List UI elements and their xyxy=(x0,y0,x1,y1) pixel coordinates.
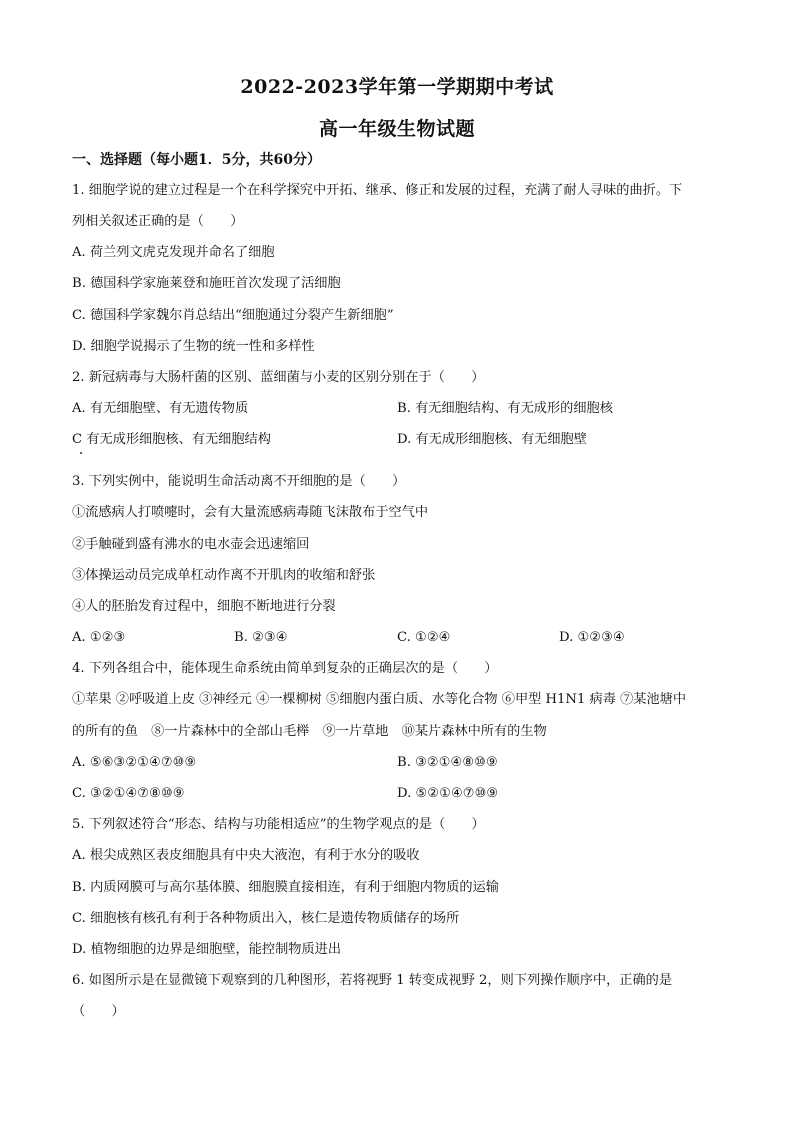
question-4-option-b: B. ③②①④⑧⑩⑨ xyxy=(397,755,498,770)
question-5-option-c: C. 细胞核有核孔有利于各种物质出入，核仁是遗传物质储存的场所 xyxy=(72,911,460,926)
question-4-items-line-2: 的所有的鱼 ⑧一片森林中的全部山毛榉 ⑨一片草地 ⑩某片森林中所有的生物 xyxy=(72,724,547,739)
question-4-option-d: D. ⑤②①④⑦⑩⑨ xyxy=(397,786,499,801)
question-2-option-a: A. 有无细胞壁、有无遗传物质 xyxy=(72,401,249,416)
section-heading: 一、选择题（每小题1．5分，共60分） xyxy=(72,152,321,168)
question-3-option-a: A. ①②③ xyxy=(72,630,126,645)
question-3-option-d: D. ①②③④ xyxy=(559,630,625,645)
question-3-option-c: C. ①②④ xyxy=(397,630,451,645)
question-3-item-4: ④人的胚胎发育过程中，细胞不断地进行分裂 xyxy=(72,599,336,614)
question-1-option-a: A. 荷兰列文虎克发现并命名了细胞 xyxy=(72,245,275,260)
question-4-stem: 4. 下列各组合中，能体现生命系统由简单到复杂的正确层次的是（ ） xyxy=(72,661,498,676)
question-5-option-d: D. 植物细胞的边界是细胞壁，能控制物质进出 xyxy=(72,942,342,957)
question-3-item-2: ②手触碰到盛有沸水的电水壶会迅速缩回 xyxy=(72,537,310,552)
question-2-option-c: C 有无成形细胞核、有无细胞结构 xyxy=(72,432,271,447)
question-1-stem-line-2: 列相关叙述正确的是（ ） xyxy=(72,214,244,229)
question-6-stem-line-1: 6. 如图所示是在显微镜下观察到的几种图形，若将视野 1 转变成视野 2，则下列操作顺序中，正确的是 xyxy=(72,973,673,988)
question-4-option-c: C. ③②①④⑦⑧⑩⑨ xyxy=(72,786,185,801)
question-3-stem: 3. 下列实例中，能说明生命活动离不开细胞的是（ ） xyxy=(72,474,406,489)
question-1-stem-line-1: 1. 细胞学说的建立过程是一个在科学探究中开拓、继承、修正和发展的过程，充满了耐人寻味的曲折。下 xyxy=(72,183,683,198)
question-5-option-b: B. 内质网膜可与高尔基体膜、细胞膜直接相连，有利于细胞内物质的运输 xyxy=(72,880,499,895)
question-5-stem: 5. 下列叙述符合“形态、结构与功能相适应”的生物学观点的是（ ） xyxy=(72,817,485,832)
question-3-item-3: ③体操运动员完成单杠动作离不开肌肉的收缩和舒张 xyxy=(72,568,376,583)
question-2-stem: 2. 新冠病毒与大肠杆菌的区别、蓝细菌与小麦的区别分别在于（ ） xyxy=(72,370,485,385)
question-2-option-b: B. 有无细胞结构、有无成形的细胞核 xyxy=(397,401,613,416)
question-2-option-d: D. 有无成形细胞核、有无细胞壁 xyxy=(397,432,587,447)
question-4-option-a: A. ⑤⑥③②①④⑦⑩⑨ xyxy=(72,755,197,770)
question-5-option-a: A. 根尖成熟区表皮细胞具有中央大液泡，有利于水分的吸收 xyxy=(72,848,420,863)
question-3-item-1: ①流感病人打喷嚏时，会有大量流感病毒随飞沫散布于空气中 xyxy=(72,505,429,520)
exam-title: 2022-2023学年第一学期期中考试 xyxy=(240,76,554,98)
question-1-option-d: D. 细胞学说揭示了生物的统一性和多样性 xyxy=(72,339,315,354)
question-6-stem-line-2: （ ） xyxy=(72,1004,125,1019)
stray-dot xyxy=(80,452,82,454)
question-1-option-c: C. 德国科学家魏尔肖总结出“细胞通过分裂产生新细胞” xyxy=(72,308,394,323)
question-1-option-b: B. 德国科学家施莱登和施旺首次发现了活细胞 xyxy=(72,276,341,291)
exam-subtitle: 高一年级生物试题 xyxy=(318,118,475,140)
question-3-option-b: B. ②③④ xyxy=(234,630,288,645)
question-4-items-line-1: ①苹果 ②呼吸道上皮 ③神经元 ④一棵柳树 ⑤细胞内蛋白质、水等化合物 ⑥甲型 H1N1 病毒 ⑦某池塘中 xyxy=(72,692,687,707)
